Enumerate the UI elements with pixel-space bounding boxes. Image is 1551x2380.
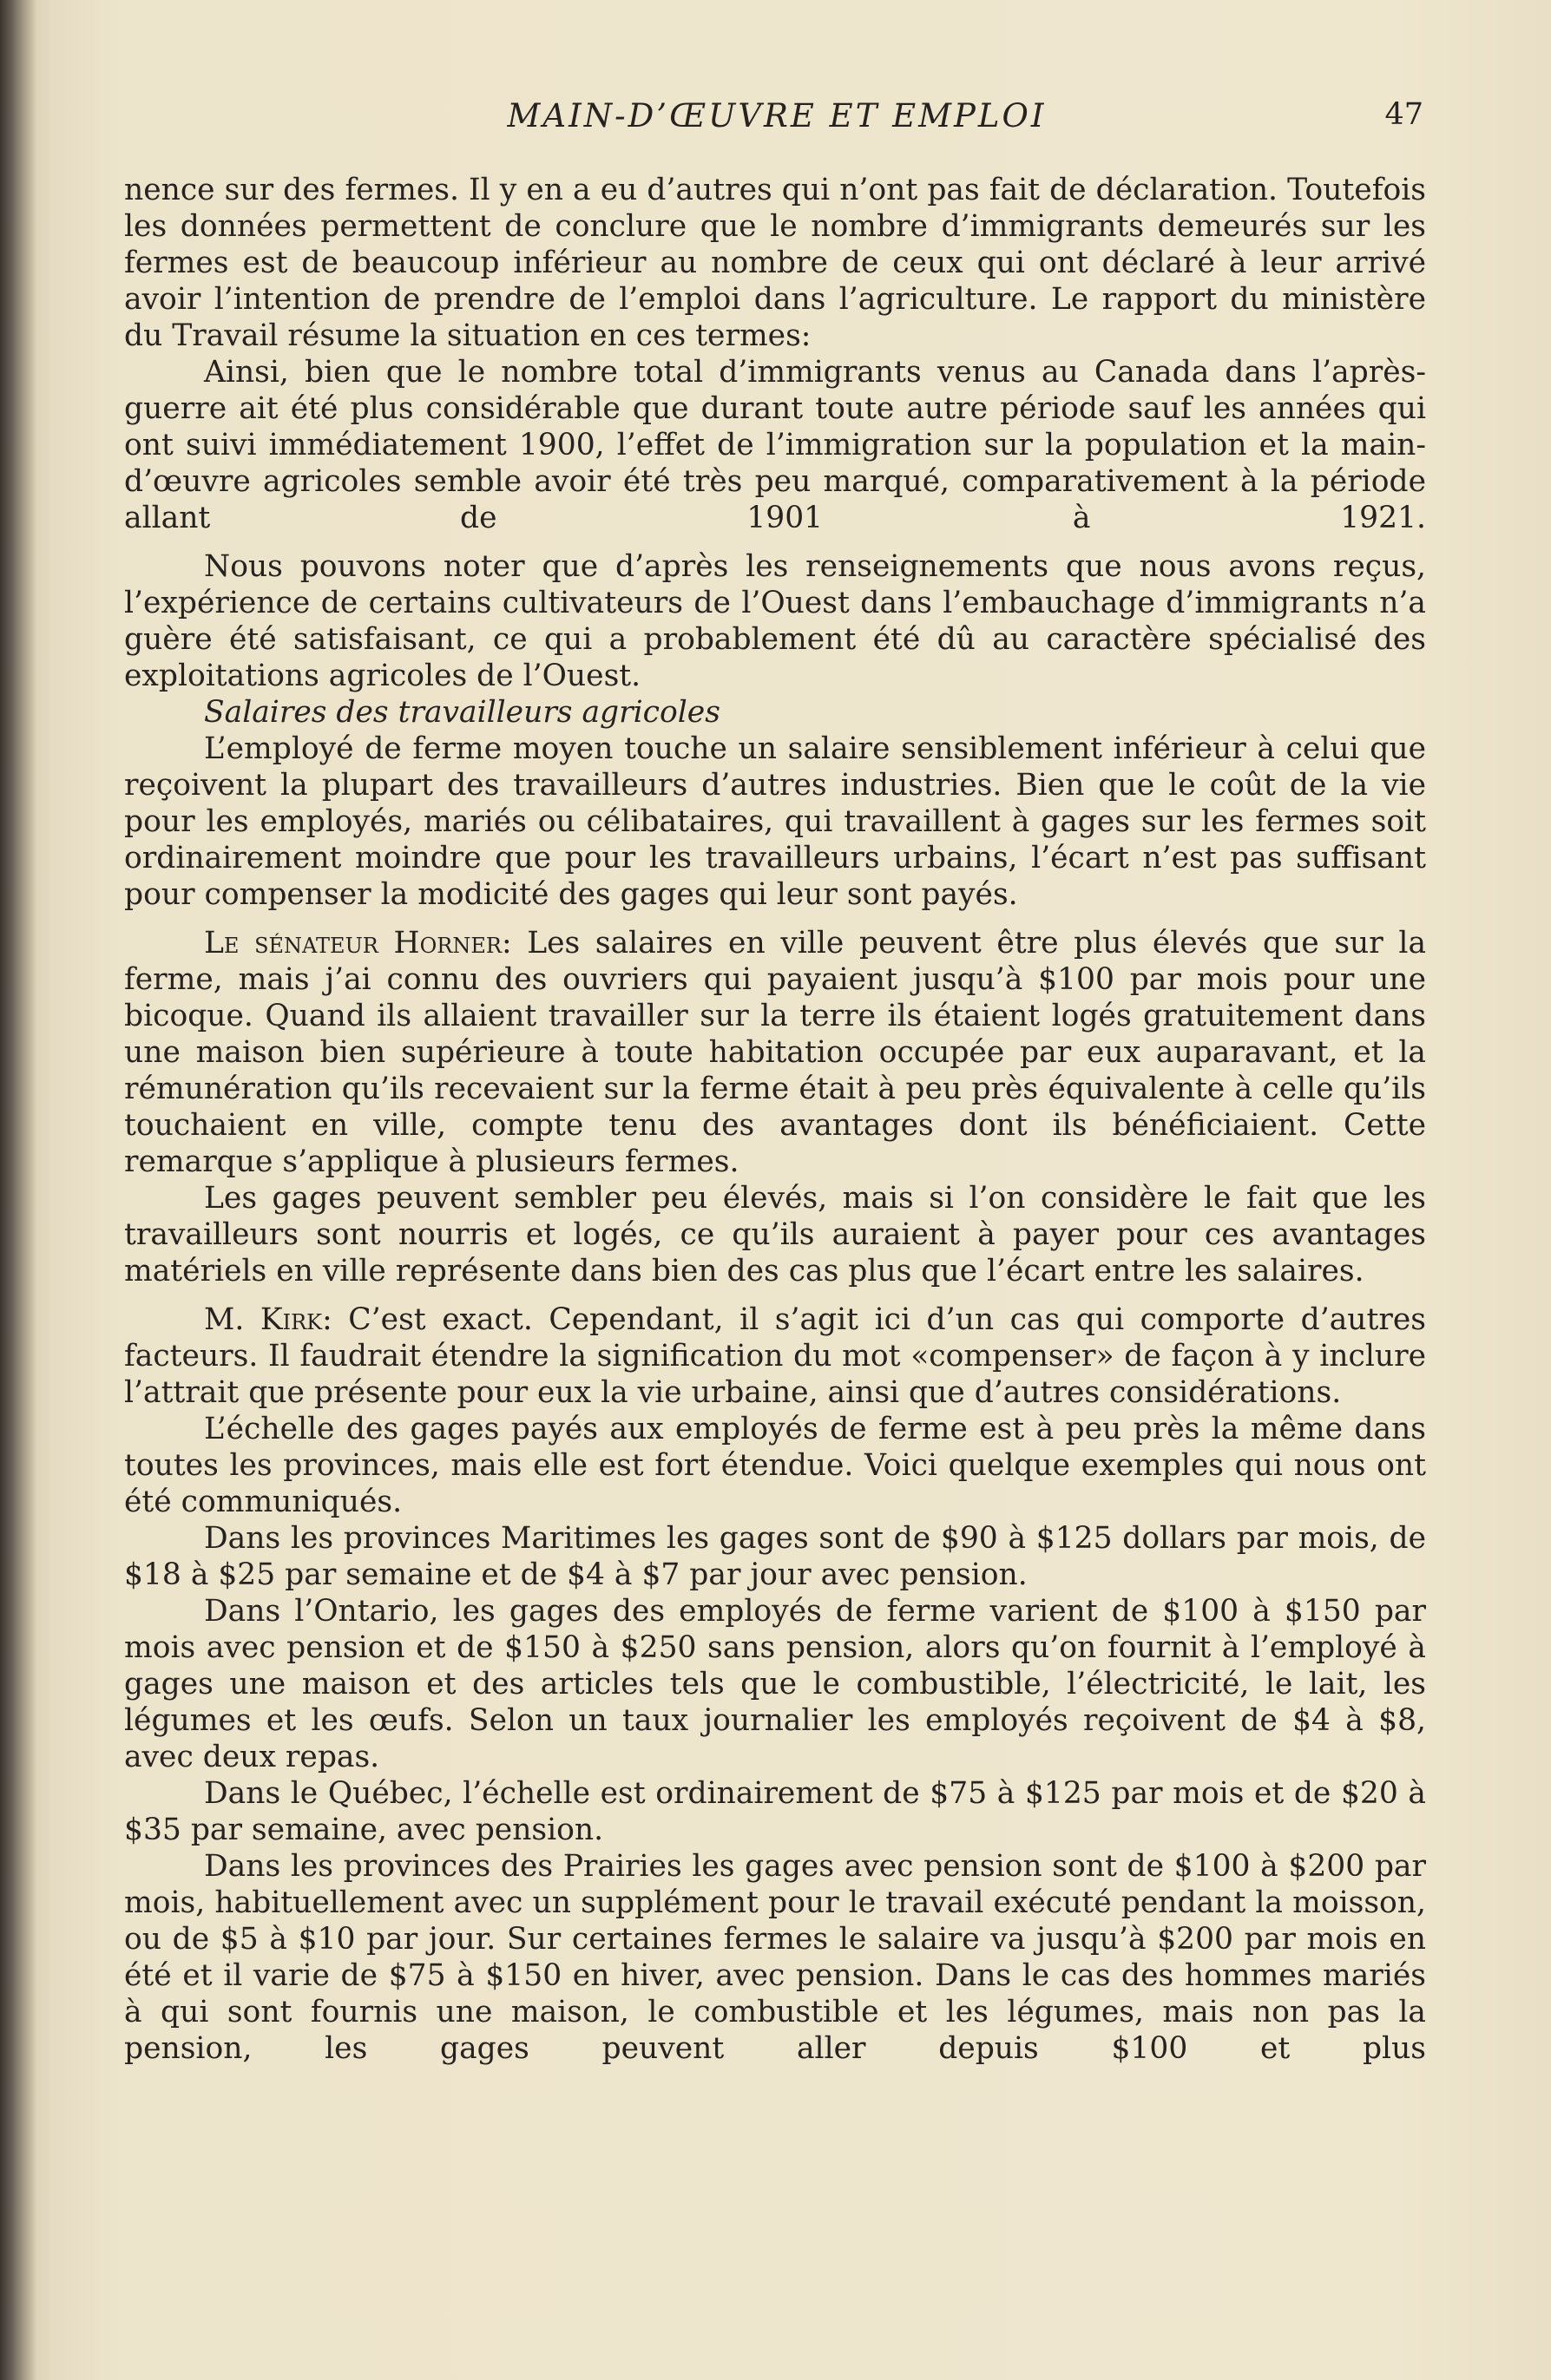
paragraph-speaker-kirk: [124, 1301, 1426, 1411]
paragraph: L’échelle des gages payés aux employés de ferme est à peu près la même dans toutes les provinces, mais elle est fort étendue. Voici quelque exemples qui nous ont été communiqués.: [124, 1412, 1426, 1519]
paragraph: Les gages peuvent sembler peu élevés, mais si l’on considère le fait que les travailleurs sont nourris et logés, ce qu’ils auraient à payer pour ces avantages matériels en ville représente dans bien des cas plus que l’écart entre les salaires.: [124, 1181, 1426, 1288]
block-quote: Ainsi, bien que le nombre total d’immigrants venus au Canada dans l’après-guerre ait été plus considérable que durant toute autre période sauf les années qui ont suivi immédiatement 1900, l’effet de l’immigration sur la population et la main-d’œuvre agricoles semble avoir été très peu marqué, comparativement à la période allant de 1901 à 1921.: [124, 355, 1426, 535]
speaker-text: Les salaires en ville peuvent être plus élevés que sur la ferme, mais j’ai connu des ouvriers qui payaient jusqu’à $100 par mois pour une bicoque. Quand ils allaient travailler sur la terre ils étaient logés gratuitement dans une maison bien supérieure à toute habitation occupée par eux auparavant, et la rémunération qu’ils recevaient sur la ferme était à peu près équivalente à celle qu’ils touchaient en ville, compte tenu des avantages dont ils bénéficiaient. Cette remarque s’applique à plusieurs fermes.: [124, 926, 1427, 1179]
paragraph-continuation: nence sur des fermes. Il y en a eu d’autres qui n’ont pas fait de déclaration. Toutefois les données permettent de conclure que le nombre d’immigrants demeurés sur les fermes est de beaucoup inférieur au nombre de ceux qui ont déclaré à leur arrivé avoir l’intention de prendre de l’emploi dans l’agriculture. Le rapport du ministère du Travail résume la situation en ces termes:: [124, 173, 1426, 353]
page-body: [124, 172, 1426, 2067]
running-title: MAIN-D’ŒUVRE ET EMPLOI: [507, 97, 1047, 134]
speaker-text: C’est exact. Cependant, il s’agit ici d’un cas qui comporte d’autres facteurs. Il faudrait étendre la signification du mot «compenser» de façon à y inclure l’attrait que présente pour eux la vie urbaine, ainsi que d’autres considérations.: [124, 1302, 1426, 1410]
paragraph: Dans le Québec, l’échelle est ordinairement de $75 à $125 par mois et de $20 à $35 par semaine, avec pension.: [124, 1776, 1426, 1847]
paragraph: L’employé de ferme moyen touche un salaire sensiblement inférieur à celui que reçoivent la plupart des travailleurs d’autres industries. Bien que le coût de la vie pour les employés, mariés ou célibataires, qui travaillent à gages sur les fermes soit ordinairement moindre que pour les travailleurs urbains, l’écart n’est pas suffisant pour compenser la modicité des gages qui leur sont payés.: [124, 731, 1426, 912]
paragraph: Nous pouvons noter que d’après les renseignements que nous avons reçus, l’expérience de certains cultivateurs de l’Ouest dans l’embauchage d’immigrants n’a guère été satisfaisant, ce qui a probablement été dû au caractère spécialisé des exploitations agricoles de l’Ouest.: [124, 549, 1426, 693]
speaker-name: M. Kirk:: [204, 1302, 332, 1337]
paragraph: Dans les provinces des Prairies les gages avec pension sont de $100 à $200 par mois, habituellement avec un supplément pour le travail exécuté pendant la moisson, ou de $5 à $10 par jour. Sur certaines fermes le salaire va jusqu’à $200 par mois en été et il varie de $75 à $150 en hiver, avec pension. Dans le cas des hommes mariés à qui sont fournis une maison, le combustible et les légumes, mais non pas la pension, les gages peuvent aller depuis $100 et plus: [124, 1849, 1426, 2066]
paragraph: Dans l’Ontario, les gages des employés de ferme varient de $100 à $150 par mois avec pension et de $150 à $250 sans pension, alors qu’on fournit à l’employé à gages une maison et des articles tels que le combustible, l’électricité, le lait, les légumes et les œufs. Selon un taux journalier les employés reçoivent de $4 à $8, avec deux repas.: [124, 1594, 1426, 1774]
book-binding-edge: [0, 0, 36, 2380]
paragraph: Dans les provinces Maritimes les gages sont de $90 à $125 dollars par mois, de $18 à $25 par semaine et de $4 à $7 par jour avec pension.: [124, 1521, 1426, 1592]
page-number: 47: [1384, 97, 1423, 132]
speaker-name: Le sénateur Horner:: [204, 926, 512, 961]
page-header: [130, 97, 1423, 149]
section-heading: Salaires des travailleurs agricoles: [204, 695, 720, 730]
paragraph-speaker-horner: [124, 925, 1426, 1180]
